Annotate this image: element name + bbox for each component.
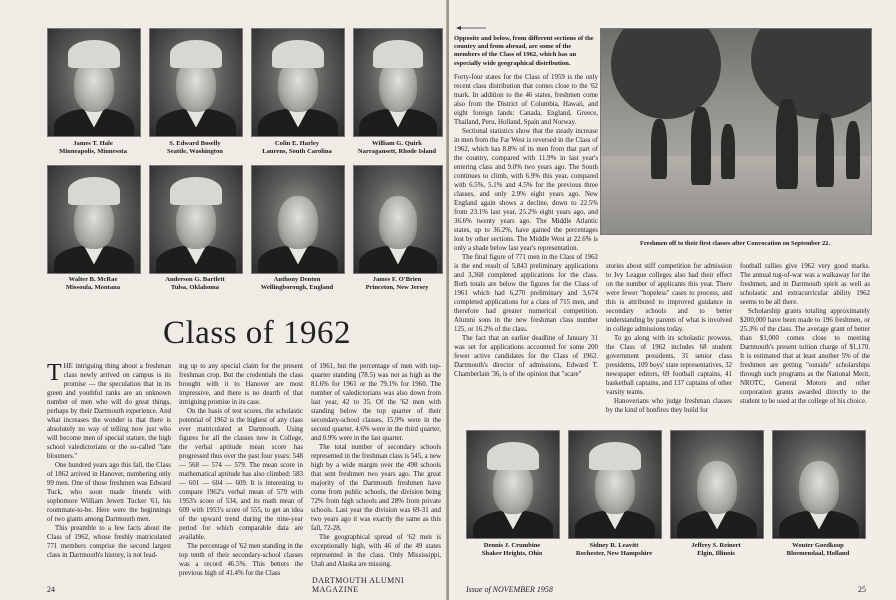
portrait-caption: Wouter Goedkoop Bloemendaal, Holland <box>786 542 850 557</box>
portrait-photo <box>568 430 662 539</box>
portrait-photo <box>670 430 764 539</box>
article-column-1: THE intriguing thing about a freshman class newly arrived on campus is its promise — the speculation that in its green and youthful ranks are an unknown number of men who will do great things, perhaps by their Dartmouth experience. And what increases the wonder is that there is absolutely no way of telling now just who will become men of special stature, the high school valedictorians or the so-called "late bloomers." One hundred years ago this fall, the Class of 1862 arrived in Hanover, numbering only 99 men. One of those freshmen was Edward Tuck, who soon made friends with sophomore William Jewett Tucker '61, his roommate-to-be. Here were the beginnings of two giants among Dartmouth men. This preamble to a few facts about the Class of 1962, whose freshly matriculated 771 members comprise the second largest class in Dartmouth's history, is not lead- <box>47 360 171 559</box>
portrait-photo <box>47 165 141 274</box>
right-column-2: stories about stiff competition for admission to Ivy League colleges also had their effect on the number of applicants this year. There were fewer "hopeless" cases to process, and this is attributed to improved guidance in secondary schools and to better understanding by parents of what is involved in college admissions today. To go along with its scholastic prowess, the Class of 1962 includes 68 student government presidents, 31 senior class presidents, 109 boys' state representatives, 32 newspaper editors, 69 football captains, 41 basketball captains, and 137 captains of other varsity teams. Hanoverians who judge freshman classes by the kind of bonfires they build for <box>606 263 732 414</box>
portrait-caption: Sidney R. Leavitt Rochester, New Hampshire <box>575 542 653 557</box>
portrait-caption: Anderson G. Bartlett Tulsa, Oklahoma <box>165 276 225 291</box>
page-number: 24 <box>47 585 55 594</box>
photo-caption: Freshmen off to their first classes after Convocation on September 22. <box>640 240 830 247</box>
portrait-caption: Jeffrey S. Reinert Elgin, Illinois <box>691 542 741 557</box>
portrait-photo <box>353 28 443 137</box>
left-page <box>0 0 447 600</box>
convocation-photo <box>600 28 872 235</box>
portrait-caption: Walter B. McRae Missoula, Montana <box>65 276 121 291</box>
portrait-caption: S. Edward Boselly Seattle, Washington <box>167 140 223 155</box>
portrait-caption: James T. Hale Minneapolis, Minnesota <box>59 140 127 155</box>
arrow-left-icon <box>456 26 486 30</box>
portrait-photo <box>251 165 345 274</box>
article-column-2: ing up to any special claim for the present freshman crop. But the credentials the class brought with it to Hanover are most impressive, and there is no dearth of that intriguing promise in its case. On the basis of test scores, the scholastic potential of 1962 is the highest of any class ever matriculated at Dartmouth. Using figures for all the classes now in College, the verbal aptitude mean score has progressed thus over the past four years: 548 — 568 — 574 — 579. The mean score in mathematical aptitude has also climbed: 583 — 601 — 604 — 609. It is interesting to compare 1962's verbal mean of 579 with 1953's score of 534, and its math mean of 609 with 1953's score of 555, to get an idea of the upward trend during the nine-year period for which comparable data are available. The percentage of '62 men standing in the top tenth of their secondary-school classes was a record 46.5%. This betters the previous high of 41.4% for the Class <box>179 363 303 577</box>
portrait-caption: James F. O'Brien Princeton, New Jersey <box>365 276 429 291</box>
article-title: Class of 1962 <box>163 315 351 351</box>
article-column-3: of 1961, but the percentage of men with top-quarter standing (78.5) was not as high as the 81.6% for 1961 or the 79.1% for 1960. The number of valedictorians was also down from last year, 42 to 35. Of the '62 men with standing below the top quarter of their secondary-school classes, 15.9% were in the second quarter, 4.6% were in the third quarter, and 0.9% were in the last quarter. The total number of secondary schools represented in the freshman class is 545, a new high by a wide margin over the 498 schools that sent freshmen two years ago. The great majority of the Dartmouth freshmen have come from public schools, the division being 72% from high schools and 28% from private schools. Last year the division was 69-31 and two years ago it was exactly the same as this fall, 72-28. The geographical spread of '62 men is exceptionally high, with 46 of the 49 states represented in the class. Only Mississippi, Utah and Alaska are missing. <box>311 363 441 568</box>
portrait-photo <box>47 28 141 137</box>
issue-date: Issue of NOVEMBER 1958 <box>466 585 553 594</box>
portrait-photo <box>466 430 560 539</box>
portrait-caption: Dennis J. Crumbine Shaker Heights, Ohio <box>481 542 543 557</box>
portrait-caption: Colin E. Harley Laurens, South Carolina <box>262 140 332 155</box>
portrait-photo <box>772 430 866 539</box>
right-column-3: football rallies give 1962 very good marks. The annual tug-of-war was a walkaway for the freshmen, and in Dartmouth spirit as well as scholastic and extracurricular ability 1962 seems to be all there. Scholarship grants totaling approximately $200,000 have been made to 196 freshmen, or 25.3% of the class. The average grant of better than $1,000 comes close to meeting Dartmouth's present tuition charge of $1,170. It is estimated that at least another 5% of the freshmen are getting "outside" scholarships through such programs as the National Merit, NROTC, General Motors and other corporation grants awarded directly to the student to be used at the college of his choice. <box>740 263 870 405</box>
portrait-photo <box>251 28 345 137</box>
portrait-caption: Anthony Denton Wellingborough, England <box>260 276 334 291</box>
right-column-1: Forty-four states for the Class of 1959 is the only recent class distribution that comes close to the '62 mark. In addition to the 46 states, freshmen come also from the District of Columbia, Hawaii, and eight foreign lands: Canada, England, Greece, Thailand, Peru, Holland, Spain and Norway. Sectional statistics show that the steady increase in men from the Far West is reversed in the Class of 1962, which has 8.8% of its men from that part of the country, compared with 11.9% in last year's entering class and 9.0% two years ago. The South continues to climb, with 6.9% this year, compared with 6.5%, 5.1% and 4.5% for the previous three classes, and only 2.9% eight years ago. New England again shows a decline, down to 22.5% from 23.1% last year, 25.2% eight years ago, and 36.6% twenty years ago. The Middle Atlantic states, up to 36.2%, have gained the percentages lost by other sections. The Middle West at 22.6% is only a shade below last year's representation. The final figure of 771 men in the Class of 1962 is the end result of 5,843 preliminary applications and 3,368 completed applications for the class. Both totals are below the figures for the Class of 1961 which had 6,270 preliminary and 3,674 completed applications for a class of 715 men, and therefore had greater numerical competition. Alumni sons in the new freshman class number 125, or 16.2% of the class. The fact that an earlier deadline of January 31 was set for applications accounted for some 200 fewer active candidates for the Class of 1962. Dartmouth's director of admissions, Edward T. Chamberlain '36, is of the opinion that "scare" <box>454 74 598 378</box>
drop-cap: T <box>47 360 62 386</box>
portrait-photo <box>149 165 243 274</box>
portrait-photo <box>353 165 443 274</box>
page-number: 25 <box>858 585 866 594</box>
portrait-photo <box>149 28 243 137</box>
magazine-name: DARTMOUTH ALUMNI MAGAZINE <box>312 576 405 594</box>
intro-caption: Opposite and below, from different sections of the country and from abroad, are some of the members of the Class of 1962, which has an especially wide geographical distribution. <box>454 35 594 67</box>
portrait-caption: William G. Quirk Narragansett, Rhode Island <box>357 140 437 155</box>
